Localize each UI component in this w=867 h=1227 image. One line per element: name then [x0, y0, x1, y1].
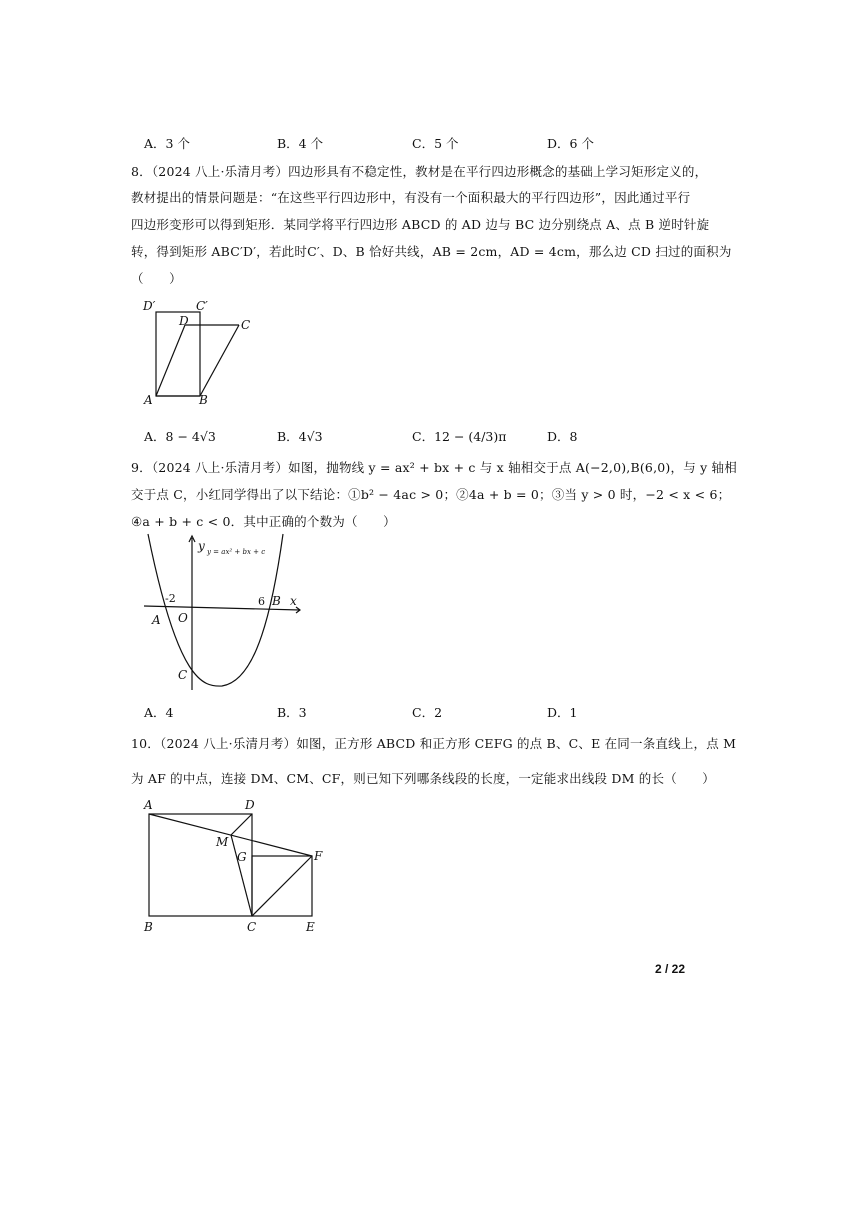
label-c-prime: C′ — [196, 299, 208, 313]
label-c: C — [247, 920, 257, 934]
page-number: 2 / 22 — [654, 962, 685, 976]
label-f: F — [314, 849, 323, 863]
q9-option-a: A．4 — [144, 705, 174, 720]
segment-cf — [252, 856, 312, 916]
label-parabola-equation: y = ax² + bx + c — [207, 548, 266, 556]
q7-option-d: D．6 个 — [547, 136, 594, 151]
label-m: M — [216, 835, 229, 849]
q9-text-line2: 交于点 C，小红同学得出了以下结论：①b² − 4ac > 0；②4a + b = 0；③当 y > 0 时，−2 < x < 6； — [131, 487, 731, 502]
q8-text-line1: 8．（2024 八上·乐清月考）四边形具有不稳定性，教材是在平行四边形概念的基础上学习矩形定义的， — [131, 164, 708, 179]
q10-text-line2: 为 AF 的中点，连接 DM、CM、CF，则已知下列哪条线段的长度，一定能求出线段 DM 的长（ ） — [131, 771, 716, 786]
label-c: C — [241, 318, 251, 332]
label-x: x — [290, 594, 297, 608]
q8-text-line5: （ ） — [131, 271, 182, 286]
q8-text-line2: 教材提出的情景问题是：“在这些平行四边形中，有没有一个面积最大的平行四边形”，因此通过平行 — [131, 190, 691, 205]
label-d: D — [245, 798, 255, 812]
q9-option-c: C．2 — [412, 705, 443, 720]
q8-option-b: B．4√3 — [277, 429, 323, 444]
q8-option-a: A．8 − 4√3 — [144, 429, 216, 444]
q9-text-line1: 9．（2024 八上·乐清月考）如图，抛物线 y = ax² + bx + c 与 x 轴相交于点 A(−2,0),B(6,0)，与 y 轴相 — [131, 460, 737, 475]
label-a: A — [144, 798, 153, 812]
q8-text-line4: 转，得到矩形 ABC′D′，若此时C′、D、B 恰好共线，AB = 2cm，AD = 4cm，那么边 CD 扫过的面积为 — [131, 244, 732, 259]
label-c: C — [178, 668, 188, 682]
label-six: 6 — [258, 595, 265, 608]
label-g: G — [237, 850, 247, 864]
label-a: A — [152, 613, 161, 627]
q10-figure — [138, 795, 338, 940]
segment-dm — [231, 814, 252, 835]
q9-text-line3: ④a + b + c < 0．其中正确的个数为（ ） — [131, 514, 396, 529]
q7-option-a: A．3 个 — [144, 136, 190, 151]
label-e: E — [306, 920, 315, 934]
segment-cb — [200, 325, 239, 396]
q8-option-c: C．12 − (4/3)π — [412, 429, 507, 444]
q8-text-line3: 四边形变形可以得到矩形．某同学将平行四边形 ABCD 的 AD 边与 BC 边分别绕点 A、点 B 逆时针旋 — [131, 217, 710, 232]
parabola-curve — [148, 534, 283, 686]
segment-ad — [156, 325, 185, 396]
segment-cm — [231, 835, 252, 916]
q8-figure — [140, 292, 270, 412]
segment-af — [149, 814, 312, 856]
label-y: y — [198, 539, 205, 553]
label-b: B — [199, 393, 208, 407]
label-d-prime: D′ — [143, 299, 156, 313]
label-d: D — [179, 314, 189, 328]
q9-option-d: D．1 — [547, 705, 578, 720]
label-a: A — [144, 393, 153, 407]
label-b: B — [144, 920, 153, 934]
label-o: O — [178, 611, 188, 625]
q9-option-b: B．3 — [277, 705, 307, 720]
label-b: B — [272, 594, 281, 608]
q10-text-line1: 10．（2024 八上·乐清月考）如图，正方形 ABCD 和正方形 CEFG 的点 B、C、E 在同一条直线上，点 M — [131, 736, 737, 751]
q7-option-b: B．4 个 — [277, 136, 324, 151]
q9-figure — [138, 532, 308, 692]
label-neg-two: -2 — [165, 592, 176, 605]
q7-option-c: C．5 个 — [412, 136, 459, 151]
q8-option-d: D．8 — [547, 429, 578, 444]
